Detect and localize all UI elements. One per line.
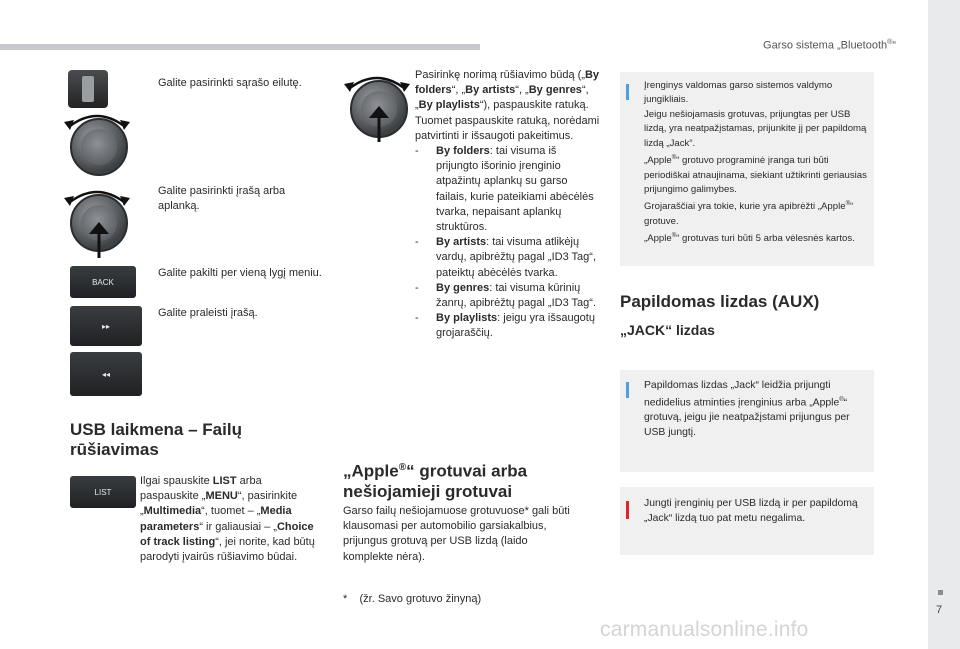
item-level-up: Galite pakilti per vieną lygį meniu. (158, 267, 322, 279)
page-header-title: Garso sistema „Bluetooth®“ (763, 39, 896, 52)
usb-heading: USB laikmena – Failų rūšiavimas (70, 420, 242, 459)
list-item: - By playlists: jeigu yra išsaugotų grojaraščių. (415, 312, 595, 340)
list-button-icon: LIST (70, 476, 136, 508)
fast-forward-button-icon: ▸▸ (70, 306, 142, 346)
item-skip-track: Galite praleisti įrašą. (158, 307, 258, 319)
jack-info-box: Papildomas lizdas „Jack“ leidžia prijungti nedidelius atminties įrenginius arba „Apple®“ grotuvą, jeigu jie neatpažįstami prijungus per USB jungtį. (620, 370, 874, 472)
rotary-switch-icon (68, 70, 108, 108)
list-item: - By genres: tai visuma kūrinių žanrų, apibrėžtų pagal „ID3 Tag“. (415, 281, 596, 310)
rewind-button-icon: ◂◂ (70, 352, 142, 396)
back-button-icon: BACK (70, 266, 136, 298)
watermark: carmanualsonline.info (600, 618, 809, 641)
jack-heading: „JACK“ lizdas (620, 322, 715, 338)
item-select-track: Galite pasirinkti įrašą arba aplanką. (158, 185, 286, 213)
usb-instructions: Ilgai spauskite LIST arba paspauskite „MENU“, pasirinkite „Multimedia“, tuomet – „Media parameters“ ir galiausiai – „Choice of track listing“, jei norite, kad būtų parodyti įvairūs rūšiavimo būdai. (140, 475, 315, 564)
press-arrow-icon (86, 222, 112, 258)
item-select-line: Galite pasirinkti sąrašo eilutę. (158, 77, 302, 89)
warning-icon (626, 501, 629, 519)
list-item: - By folders: tai visuma iš prijungto išorinio įrenginio atpažintų aplankų su garso failais, kurie pateikiami abėcėlės tvarka, nepaisant aplankų struktūros. (415, 145, 594, 234)
page-marker (938, 590, 943, 595)
apple-heading: „Apple®“ grotuvai arba nešiojamieji grotuvai (343, 461, 528, 501)
info-box: Įrenginys valdomas garso sistemos valdymo jungikliais. Jeigu nešiojamasis grotuvas, prijungtas per USB lizdą, yra neatpažįstamas, prijunkite jį per papildomą lizdą „Jack“. „Apple®“ grotuvo programinė įranga turi būti periodiškai atnaujinama, siekiant užtikrinti geriausias prijungimo galimybes. Grojaraščiai yra tokie, kurie yra apibrėžti „Apple®“ grotuve. „Apple®“ grotuvas turi būti 5 arba vėlesnės kartos. (620, 72, 874, 266)
header-rule (0, 44, 480, 50)
aux-heading: Papildomas lizdas (AUX) (620, 292, 820, 311)
rotate-arrows-icon (64, 110, 130, 130)
info-icon (626, 382, 629, 398)
list-item: - By artists: tai visuma atlikėjų vardų, apibrėžtų pagal „ID3 Tag“, pateiktų abėcėlės tvarka. (415, 236, 596, 279)
apple-text: Garso failų nešiojamuose grotuvuose* gali būti klausomasi per automobilio garsiakalbius, prijungus grotuvą per USB lizdą (laido komplekte nėra). (343, 505, 570, 563)
warning-box: Jungti įrenginių per USB lizdą ir per papildomą „Jack“ lizdą tuo pat metu negalima. (620, 487, 874, 555)
info-icon (626, 84, 629, 100)
footnote: * (žr. Savo grotuvo žinyną) (343, 593, 482, 605)
press-arrow-icon-2 (366, 106, 392, 142)
page-number: 7 (936, 604, 943, 616)
info-line: Jeigu nešiojamasis grotuvas, prijungtas per USB lizdą, yra neatpažįstamas, prijunkite jį per papildomą lizdą „Jack“. (644, 108, 867, 149)
rotate-arrows-icon-3 (344, 72, 410, 92)
rotate-arrows-icon-2 (64, 186, 130, 206)
side-band (928, 0, 960, 649)
info-line: Įrenginys valdomas garso sistemos valdymo jungikliais. (644, 80, 833, 106)
sorting-intro: Pasirinkę norimą rūšiavimo būdą („By folders“, „By artists“, „By genres“, „By playlists“), paspauskite ratuką. Tuomet paspauskite ratuką, norėdami patvirtinti ir išsaugoti pakeitimus. - By folders: tai visuma iš prijungto išorinio įrenginio atpažintų aplankų su garso failais, kurie pateikiami abėcėlės tvarka, nepaisant aplankų struktūros. - By artists: tai visuma atlikėjų vardų, apibrėžtų pagal „ID3 Tag“, pateiktų abėcėlės tvarka. - By genres: tai visuma kūrinių žanrų, apibrėžtų pagal „ID3 Tag“. - By playlists: jeigu yra išsaugotų grojaraščių. (415, 68, 600, 342)
